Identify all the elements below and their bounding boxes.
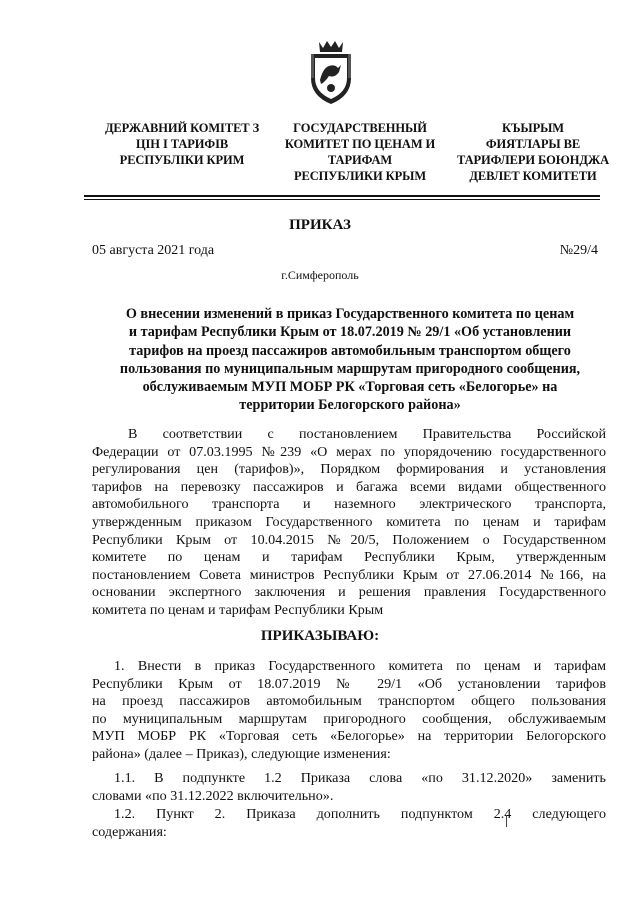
- paragraph-line: автомобильного транспорта и наземного электрического транспорта,: [92, 496, 606, 513]
- paragraph-line: 1. Внести в приказ Государственного комитета по ценам и тарифам: [114, 658, 606, 674]
- paragraph-line: комитете по ценам и тарифам Республики Крым, утвержденным: [92, 549, 606, 566]
- paragraph-line: В соответствии с постановлением Правительства Российской: [128, 426, 606, 442]
- order-city: г.Симферополь: [281, 268, 359, 282]
- header-line: РЕСПУБЛИКИ КРЫМ: [293, 169, 427, 183]
- header-russian: [270, 120, 450, 184]
- order-subject: [90, 305, 610, 415]
- paragraph-line: на проезд пассажиров автомобильным транспортом общего пользования: [92, 693, 606, 710]
- subject-line: и тарифам Республики Крым от 18.07.2019 № 29/1 «Об установлении: [128, 324, 572, 341]
- margin-mark: [506, 815, 510, 827]
- header-line: ТАРИФАМ: [327, 153, 393, 167]
- header-crimean-tatar: [448, 120, 618, 184]
- header-ukrainian: [92, 120, 272, 168]
- order-date: 05 августа 2021 года: [92, 243, 215, 258]
- paragraph-line: тарифов на перевозку пассажиров и багажа всеми видами общественного: [92, 478, 606, 495]
- paragraph-line: регулирования цен (тарифов)», Порядком формирования и установления: [92, 461, 606, 478]
- decree-heading: ПРИКАЗЫВАЮ:: [260, 628, 380, 644]
- subject-line: обслуживаемым МУП МОБР РК «Торговая сеть «Белогорье» на: [142, 379, 558, 396]
- paragraph-line: МУП МОБР РК «Торговая сеть «Белогорье» на территории Белогорского: [92, 728, 606, 745]
- header-line: КОМИТЕТ ПО ЦЕНАМ И: [284, 137, 436, 151]
- header-line: ГОСУДАРСТВЕННЫЙ: [293, 121, 427, 135]
- subject-line: О внесении изменений в приказ Государственного комитета по ценам: [125, 306, 575, 322]
- order-number: №29/4: [559, 243, 598, 258]
- paragraph-line: Республики Крым от 10.04.2015 №20/5, Положением о Государственном: [92, 531, 606, 548]
- header-line: ДЕВЛЕТ КОМИТЕТИ: [469, 169, 597, 183]
- header-line: ДЕРЖАВНИЙ КОМІТЕТ З: [104, 121, 260, 135]
- paragraph-line: содержания:: [92, 823, 167, 840]
- paragraph-line: основании экспертного заключения и решения правления Государственного: [92, 584, 606, 601]
- subject-line: территории Белогорского района»: [239, 397, 461, 414]
- paragraph-line: по муниципальным маршрутам пригородного сообщения, обслуживаемым: [92, 710, 606, 727]
- header-line: КЪЫРЫМ: [501, 121, 564, 135]
- header-divider: [84, 195, 600, 197]
- header-divider-thin: [84, 199, 600, 200]
- paragraph-line: 1.1. В подпункте 1.2 Приказа слова «по 31.12.2020» заменить: [114, 770, 606, 786]
- header-line: ЦІН І ТАРИФІВ: [135, 137, 229, 151]
- clause-1: [92, 658, 606, 764]
- paragraph-line: района» (далее – Приказ), следующие изменения:: [92, 745, 391, 762]
- paragraph-line: 1.2. Пункт 2. Приказа дополнить подпунктом 2.4 следующего: [114, 806, 606, 822]
- order-title: ПРИКАЗ: [289, 217, 351, 233]
- paragraph-line: утвержденным приказом Государственного комитета по ценам и тарифам: [92, 513, 606, 530]
- paragraph-line: Федерации от 07.03.1995 №239 «О мерах по упорядочению государственного: [92, 443, 606, 460]
- paragraph-line: постановлением Совета министров Республики Крым от 27.06.2014 №166, на: [92, 566, 606, 583]
- header-line: ФИЯТЛАРЫ ВЕ: [485, 137, 581, 151]
- subject-line: пользования по муниципальным маршрутам пригородного сообщения,: [119, 360, 581, 377]
- clause-1-1: [92, 770, 606, 805]
- header-line: ТАРИФЛЕРИ БОЮНДЖА: [456, 153, 610, 167]
- clause-1-2: [92, 806, 606, 841]
- header-line: РЕСПУБЛІКИ КРИМ: [119, 153, 245, 167]
- crimea-coat-of-arms-icon: [305, 38, 357, 106]
- preamble-paragraph: [92, 426, 606, 620]
- subject-line: тарифов на проезд пассажиров автомобильным транспортом общего: [129, 342, 571, 359]
- paragraph-line: комитета по ценам и тарифам Республики Крым: [92, 601, 384, 618]
- paragraph-line: словами «по 31.12.2022 включительно».: [92, 787, 334, 804]
- paragraph-line: Республики Крым от 18.07.2019 № 29/1 «Об установлении тарифов: [92, 675, 606, 692]
